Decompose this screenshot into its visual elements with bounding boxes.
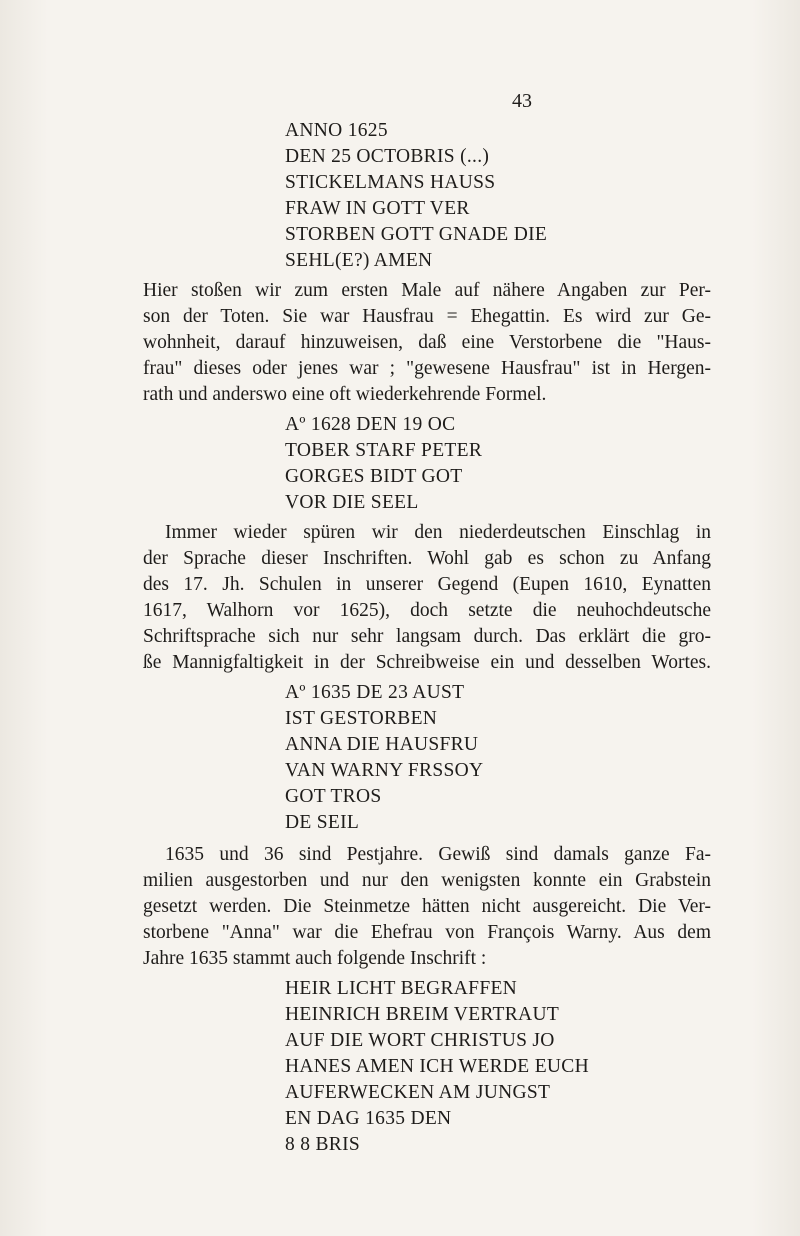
paragraph-line: gesetzt werden. Die Steinmetze hätten nicht ausgereicht. Die Ver- (143, 896, 711, 917)
inscription-3 (285, 680, 483, 836)
inscription-line: TOBER STARF PETER (285, 440, 483, 461)
inscription-line: EN DAG 1635 DEN (285, 1108, 452, 1129)
inscription-4 (285, 976, 589, 1158)
inscription-line: VOR DIE SEEL (285, 492, 419, 513)
paragraph-3 (143, 842, 711, 972)
paragraph-line: milien ausgestorben und nur den wenigsten konnte ein Grabstein (143, 870, 711, 891)
inscription-line: AUFERWECKEN AM JUNGST (285, 1082, 551, 1103)
paragraph-line: ße Mannigfaltigkeit in der Schreibweise ein und desselben Wortes. (143, 652, 711, 673)
paragraph-line: des 17. Jh. Schulen in unserer Gegend (Eupen 1610, Eynatten (143, 574, 711, 595)
paragraph-line: Jahre 1635 stammt auch folgende Inschrift : (143, 948, 487, 969)
paragraph-line: Immer wieder spüren wir den niederdeutschen Einschlag in (165, 522, 711, 543)
inscription-2 (285, 412, 482, 516)
inscription-line: DEN 25 OCTOBRIS (...) (285, 146, 490, 167)
inscription-line: FRAW IN GOTT VER (285, 198, 470, 219)
inscription-line: ANNA DIE HAUSFRU (285, 734, 479, 755)
inscription-line: AUF DIE WORT CHRISTUS JO (285, 1030, 555, 1051)
inscription-line: DE SEIL (285, 812, 360, 833)
inscription-line: ANNO 1625 (285, 120, 388, 141)
inscription-line: Aº 1628 DEN 19 OC (285, 414, 456, 435)
inscription-line: GOT TROS (285, 786, 382, 807)
inscription-line: HANES AMEN ICH WERDE EUCH (285, 1056, 589, 1077)
inscription-line: SEHL(E?) AMEN (285, 250, 433, 271)
inscription-line: 8 8 BRIS (285, 1134, 361, 1155)
paragraph-line: storbene "Anna" war die Ehefrau von François Warny. Aus dem (143, 922, 711, 943)
inscription-1 (285, 118, 547, 274)
paragraph-line: frau" dieses oder jenes war ; "gewesene Hausfrau" ist in Hergen- (143, 358, 711, 379)
paragraph-line: 1635 und 36 sind Pestjahre. Gewiß sind damals ganze Fa- (165, 844, 711, 865)
paragraph-line: wohnheit, darauf hinzuweisen, daß eine Verstorbene die "Haus- (143, 332, 711, 353)
paragraph-line: rath und anderswo eine oft wiederkehrende Formel. (143, 384, 547, 405)
paragraph-line: Hier stoßen wir zum ersten Male auf nähere Angaben zur Per- (143, 280, 711, 301)
inscription-line: STORBEN GOTT GNADE DIE (285, 224, 548, 245)
inscription-line: VAN WARNY FRSSOY (285, 760, 484, 781)
inscription-line: GORGES BIDT GOT (285, 466, 463, 487)
inscription-line: Aº 1635 DE 23 AUST (285, 682, 465, 703)
paragraph-2 (143, 520, 711, 676)
inscription-line: STICKELMANS HAUSS (285, 172, 496, 193)
paragraph-line: der Sprache dieser Inschriften. Wohl gab es schon zu Anfang (143, 548, 711, 569)
paragraph-1 (143, 278, 711, 408)
inscription-line: HEINRICH BREIM VERTRAUT (285, 1004, 560, 1025)
paragraph-line: Schriftsprache sich nur sehr langsam durch. Das erklärt die gro- (143, 626, 711, 647)
paragraph-line: son der Toten. Sie war Hausfrau = Ehegattin. Es wird zur Ge- (143, 306, 711, 327)
inscription-line: IST GESTORBEN (285, 708, 438, 729)
page-number: 43 (512, 90, 532, 112)
paragraph-line: 1617, Walhorn vor 1625), doch setzte die neuhochdeutsche (143, 600, 711, 621)
inscription-line: HEIR LICHT BEGRAFFEN (285, 978, 518, 999)
